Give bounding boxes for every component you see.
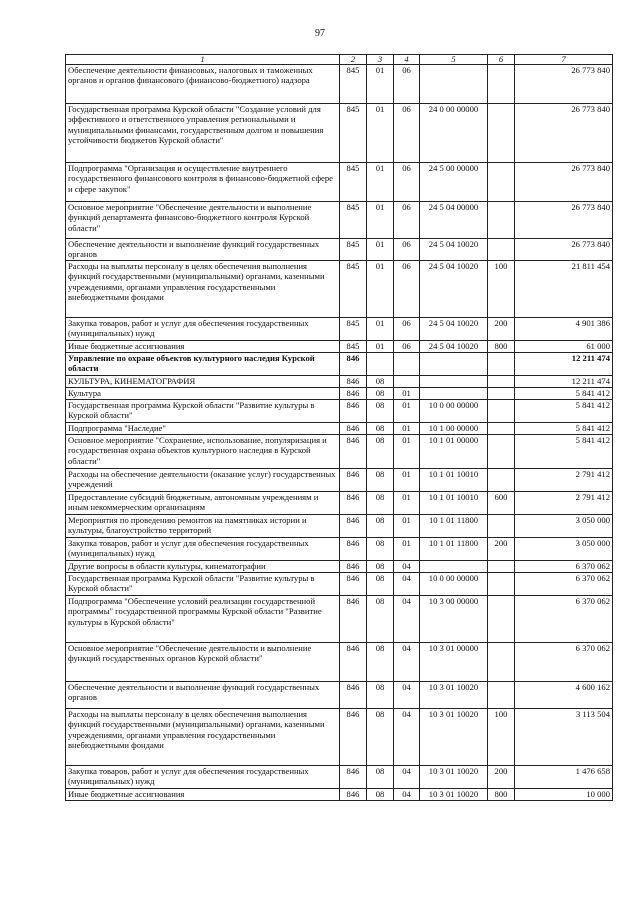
table-row	[66, 376, 613, 388]
table-body	[66, 65, 613, 801]
column-header: 6	[488, 55, 515, 65]
cell-expense-type	[488, 515, 515, 538]
cell-grbs: 846	[340, 515, 367, 538]
cell-expense-type: 600	[488, 492, 515, 515]
cell-target-article: 24 5 04 10020	[420, 261, 488, 318]
cell-amount: 5 841 412	[515, 400, 613, 423]
cell-name: Закупка товаров, работ и услуг для обеспечения государственных (муниципальных) нужд	[66, 766, 340, 789]
table-row	[66, 104, 613, 163]
column-header: 5	[420, 55, 488, 65]
cell-name: Обеспечение деятельности финансовых, налоговых и таможенных органов и органов финансового (финансово-бюджетного) надзора	[66, 65, 340, 104]
cell-amount: 26 773 840	[515, 239, 613, 261]
table-row	[66, 318, 613, 341]
cell-amount: 26 773 840	[515, 163, 613, 202]
cell-expense-type: 100	[488, 709, 515, 766]
cell-expense-type	[488, 469, 515, 492]
cell-expense-type: 800	[488, 341, 515, 353]
cell-grbs: 846	[340, 353, 367, 376]
cell-section: 08	[367, 515, 394, 538]
cell-grbs: 846	[340, 596, 367, 643]
cell-expense-type: 800	[488, 789, 515, 801]
cell-grbs: 846	[340, 573, 367, 596]
cell-target-article: 24 0 00 00000	[420, 104, 488, 163]
cell-amount: 2 791 412	[515, 492, 613, 515]
cell-amount: 3 113 504	[515, 709, 613, 766]
cell-expense-type	[488, 643, 515, 682]
cell-subsection: 04	[394, 561, 420, 573]
cell-subsection: 01	[394, 435, 420, 469]
cell-name: Основное мероприятие "Обеспечение деятельности и выполнение функций департамента финансово-бюджетного контроля Курской области"	[66, 202, 340, 239]
cell-subsection: 06	[394, 341, 420, 353]
cell-section: 08	[367, 561, 394, 573]
cell-name: Основное мероприятие "Обеспечение деятельности и выполнение функций государственных органов Курской области"	[66, 643, 340, 682]
table-row	[66, 341, 613, 353]
cell-target-article: 24 5 04 00000	[420, 202, 488, 239]
cell-grbs: 846	[340, 682, 367, 709]
cell-target-article: 10 3 01 10020	[420, 766, 488, 789]
column-header: 3	[367, 55, 394, 65]
cell-subsection: 06	[394, 65, 420, 104]
cell-grbs: 846	[340, 789, 367, 801]
table-row	[66, 435, 613, 469]
cell-name: Культура	[66, 388, 340, 400]
cell-name: Закупка товаров, работ и услуг для обеспечения государственных (муниципальных) нужд	[66, 538, 340, 561]
cell-target-article	[420, 376, 488, 388]
cell-grbs: 846	[340, 561, 367, 573]
table-row	[66, 643, 613, 682]
cell-expense-type	[488, 202, 515, 239]
cell-amount: 5 841 412	[515, 435, 613, 469]
cell-expense-type	[488, 239, 515, 261]
table-row	[66, 682, 613, 709]
cell-subsection: 01	[394, 400, 420, 423]
cell-subsection: 06	[394, 104, 420, 163]
cell-name: КУЛЬТУРА, КИНЕМАТОГРАФИЯ	[66, 376, 340, 388]
cell-target-article: 24 5 04 10020	[420, 239, 488, 261]
cell-grbs: 845	[340, 104, 367, 163]
cell-name: Расходы на выплаты персоналу в целях обеспечения выполнения функций государственными (муниципальными) органами, казенными учреждениями, органами управления государственными внебюджетными фондами	[66, 261, 340, 318]
cell-name: Обеспечение деятельности и выполнение функций государственных органов	[66, 239, 340, 261]
cell-grbs: 845	[340, 239, 367, 261]
cell-section: 08	[367, 388, 394, 400]
cell-name: Обеспечение деятельности и выполнение функций государственных органов	[66, 682, 340, 709]
cell-grbs: 845	[340, 65, 367, 104]
cell-target-article	[420, 65, 488, 104]
cell-section: 01	[367, 318, 394, 341]
cell-section: 08	[367, 423, 394, 435]
table-row	[66, 423, 613, 435]
cell-subsection	[394, 353, 420, 376]
cell-grbs: 846	[340, 423, 367, 435]
cell-section: 01	[367, 65, 394, 104]
cell-target-article	[420, 353, 488, 376]
cell-subsection: 04	[394, 643, 420, 682]
cell-grbs: 846	[340, 400, 367, 423]
cell-section: 08	[367, 643, 394, 682]
cell-subsection: 01	[394, 423, 420, 435]
cell-amount: 26 773 840	[515, 202, 613, 239]
cell-amount: 6 370 062	[515, 643, 613, 682]
cell-target-article: 10 1 00 00000	[420, 423, 488, 435]
cell-target-article: 24 5 04 10020	[420, 341, 488, 353]
cell-expense-type: 100	[488, 261, 515, 318]
cell-section: 08	[367, 682, 394, 709]
cell-name: Государственная программа Курской области "Создание условий для эффективного и ответственного управления региональными и муниципальными финансами, государственным долгом и повышения устойчивости бюджетов Курской области"	[66, 104, 340, 163]
cell-name: Расходы на обеспечение деятельности (оказание услуг) государственных учреждений	[66, 469, 340, 492]
cell-name: Подпрограмма "Наследие"	[66, 423, 340, 435]
cell-expense-type	[488, 388, 515, 400]
cell-amount: 3 050 000	[515, 538, 613, 561]
table-row	[66, 538, 613, 561]
cell-target-article: 10 3 00 00000	[420, 596, 488, 643]
cell-amount: 4 901 386	[515, 318, 613, 341]
cell-subsection	[394, 376, 420, 388]
cell-section: 01	[367, 261, 394, 318]
cell-expense-type: 200	[488, 318, 515, 341]
table-row	[66, 65, 613, 104]
cell-amount: 26 773 840	[515, 104, 613, 163]
table-row	[66, 596, 613, 643]
cell-section: 08	[367, 596, 394, 643]
cell-name: Мероприятия по проведению ремонтов на памятниках истории и культуры, благоустройство территорий	[66, 515, 340, 538]
table-row	[66, 573, 613, 596]
cell-name: Закупка товаров, работ и услуг для обеспечения государственных (муниципальных) нужд	[66, 318, 340, 341]
cell-target-article: 10 1 01 10010	[420, 469, 488, 492]
cell-grbs: 845	[340, 202, 367, 239]
cell-amount: 5 841 412	[515, 423, 613, 435]
cell-grbs: 846	[340, 376, 367, 388]
cell-amount: 3 050 000	[515, 515, 613, 538]
cell-section: 08	[367, 538, 394, 561]
cell-section: 01	[367, 239, 394, 261]
cell-expense-type	[488, 400, 515, 423]
cell-grbs: 846	[340, 435, 367, 469]
cell-name: Государственная программа Курской области "Развитие культуры в Курской области"	[66, 573, 340, 596]
cell-grbs: 845	[340, 261, 367, 318]
cell-name: Другие вопросы в области культуры, кинематографии	[66, 561, 340, 573]
cell-name: Подпрограмма "Организация и осуществление внутреннего государственного финансового контроля в финансово-бюджетной сфере и сфере закупок"	[66, 163, 340, 202]
cell-section: 01	[367, 163, 394, 202]
cell-grbs: 846	[340, 388, 367, 400]
cell-expense-type	[488, 104, 515, 163]
cell-section: 01	[367, 202, 394, 239]
cell-name: Управление по охране объектов культурного наследия Курской области	[66, 353, 340, 376]
cell-grbs: 845	[340, 318, 367, 341]
cell-subsection: 01	[394, 515, 420, 538]
table-row	[66, 239, 613, 261]
cell-expense-type: 200	[488, 538, 515, 561]
column-header: 4	[394, 55, 420, 65]
cell-subsection: 04	[394, 766, 420, 789]
cell-expense-type: 200	[488, 766, 515, 789]
table-row	[66, 561, 613, 573]
cell-subsection: 04	[394, 573, 420, 596]
cell-section	[367, 353, 394, 376]
column-header: 7	[515, 55, 613, 65]
cell-name: Иные бюджетные ассигнования	[66, 341, 340, 353]
cell-section: 01	[367, 341, 394, 353]
cell-target-article: 10 1 01 10010	[420, 492, 488, 515]
cell-target-article: 24 5 00 00000	[420, 163, 488, 202]
column-header: 1	[66, 55, 340, 65]
cell-subsection: 06	[394, 261, 420, 318]
cell-subsection: 01	[394, 538, 420, 561]
cell-amount: 6 370 062	[515, 596, 613, 643]
table-row	[66, 469, 613, 492]
cell-expense-type	[488, 353, 515, 376]
cell-amount: 26 773 840	[515, 65, 613, 104]
cell-amount: 12 211 474	[515, 353, 613, 376]
cell-name: Иные бюджетные ассигнования	[66, 789, 340, 801]
page-number: 97	[315, 28, 325, 39]
table-row	[66, 261, 613, 318]
cell-section: 08	[367, 573, 394, 596]
cell-expense-type	[488, 376, 515, 388]
cell-expense-type	[488, 596, 515, 643]
table-row	[66, 202, 613, 239]
cell-subsection: 06	[394, 318, 420, 341]
cell-target-article: 10 0 00 00000	[420, 400, 488, 423]
cell-amount: 6 370 062	[515, 561, 613, 573]
cell-grbs: 845	[340, 341, 367, 353]
cell-section: 08	[367, 376, 394, 388]
cell-name: Государственная программа Курской области "Развитие культуры в Курской области"	[66, 400, 340, 423]
cell-target-article: 10 3 01 10020	[420, 789, 488, 801]
cell-subsection: 04	[394, 682, 420, 709]
table-header-row	[66, 55, 613, 65]
cell-grbs: 846	[340, 538, 367, 561]
cell-expense-type	[488, 435, 515, 469]
cell-target-article: 10 1 01 00000	[420, 435, 488, 469]
cell-section: 08	[367, 469, 394, 492]
cell-target-article: 24 5 04 10020	[420, 318, 488, 341]
cell-grbs: 846	[340, 469, 367, 492]
cell-amount: 5 841 412	[515, 388, 613, 400]
cell-section: 08	[367, 789, 394, 801]
table-row	[66, 353, 613, 376]
cell-section: 08	[367, 709, 394, 766]
cell-name: Подпрограмма "Обеспечение условий реализации государственной программы" государственной программы Курской области "Развитие культуры в Курской области"	[66, 596, 340, 643]
cell-expense-type	[488, 682, 515, 709]
cell-subsection: 04	[394, 596, 420, 643]
cell-expense-type	[488, 163, 515, 202]
cell-target-article	[420, 388, 488, 400]
cell-name: Предоставление субсидий бюджетным, автономным учреждениям и иным некоммерческим организациям	[66, 492, 340, 515]
cell-section: 08	[367, 435, 394, 469]
table-row	[66, 388, 613, 400]
cell-target-article: 10 1 01 11800	[420, 538, 488, 561]
table-row	[66, 163, 613, 202]
cell-amount: 4 600 162	[515, 682, 613, 709]
budget-table	[65, 54, 613, 801]
cell-expense-type	[488, 561, 515, 573]
cell-section: 08	[367, 766, 394, 789]
cell-expense-type	[488, 65, 515, 104]
cell-target-article: 10 1 01 11800	[420, 515, 488, 538]
table-row	[66, 709, 613, 766]
cell-amount: 1 476 658	[515, 766, 613, 789]
table-row	[66, 515, 613, 538]
cell-grbs: 846	[340, 709, 367, 766]
table-row	[66, 492, 613, 515]
cell-subsection: 04	[394, 789, 420, 801]
cell-amount: 21 811 454	[515, 261, 613, 318]
cell-name: Основное мероприятие "Сохранение, использование, популяризация и государственная охрана объектов культурного наследия в Курской области"	[66, 435, 340, 469]
cell-subsection: 06	[394, 163, 420, 202]
cell-section: 08	[367, 400, 394, 423]
cell-subsection: 01	[394, 469, 420, 492]
cell-subsection: 06	[394, 239, 420, 261]
cell-name: Расходы на выплаты персоналу в целях обеспечения выполнения функций государственными (муниципальными) органами, казенными учреждениями, органами управления государственными внебюджетными фондами	[66, 709, 340, 766]
cell-target-article: 10 3 01 00000	[420, 643, 488, 682]
cell-target-article	[420, 561, 488, 573]
cell-amount: 12 211 474	[515, 376, 613, 388]
cell-section: 08	[367, 492, 394, 515]
cell-subsection: 01	[394, 388, 420, 400]
table-row	[66, 400, 613, 423]
cell-target-article: 10 3 01 10020	[420, 682, 488, 709]
cell-target-article: 10 0 00 00000	[420, 573, 488, 596]
cell-amount: 2 791 412	[515, 469, 613, 492]
column-header: 2	[340, 55, 367, 65]
cell-section: 01	[367, 104, 394, 163]
cell-amount: 10 000	[515, 789, 613, 801]
cell-grbs: 846	[340, 643, 367, 682]
cell-subsection: 06	[394, 202, 420, 239]
cell-grbs: 845	[340, 163, 367, 202]
cell-grbs: 846	[340, 766, 367, 789]
cell-amount: 6 370 062	[515, 573, 613, 596]
cell-grbs: 846	[340, 492, 367, 515]
cell-amount: 61 000	[515, 341, 613, 353]
table-row	[66, 789, 613, 801]
cell-subsection: 01	[394, 492, 420, 515]
cell-target-article: 10 3 01 10020	[420, 709, 488, 766]
cell-subsection: 04	[394, 709, 420, 766]
cell-expense-type	[488, 573, 515, 596]
table-row	[66, 766, 613, 789]
cell-expense-type	[488, 423, 515, 435]
